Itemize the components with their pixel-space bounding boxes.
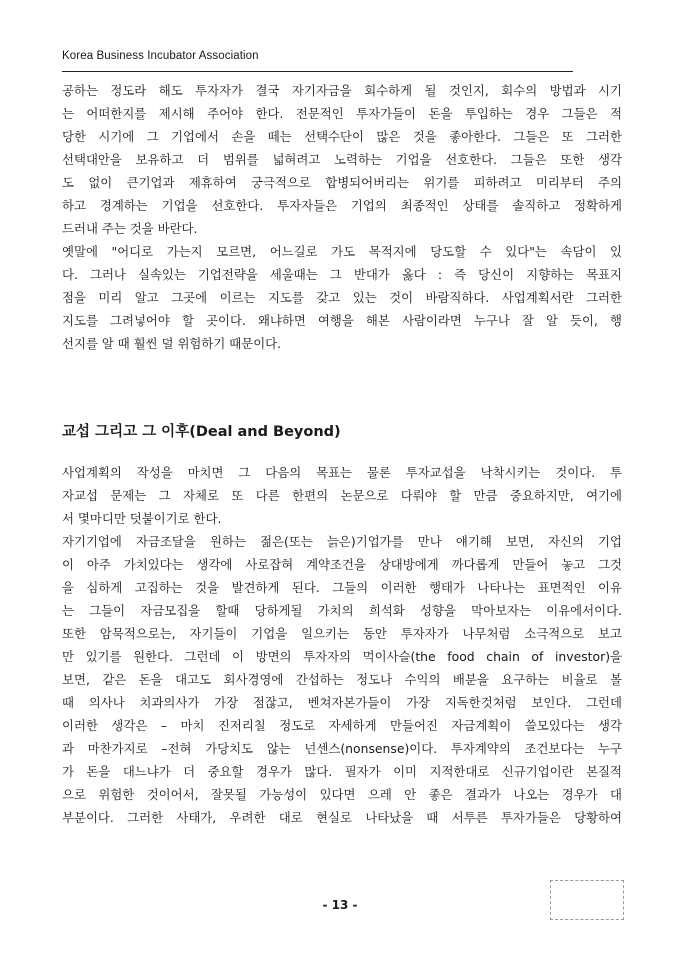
text-line: 사업계획의 작성을 마치면 그 다음의 목표는 물론 투자교섭을 낙착시키는 것이다. 투: [62, 465, 622, 480]
body-paragraphs-bottom: [62, 461, 622, 829]
text-line: 으로 위험한 것이어서, 잘못될 가능성이 있다면 으레 안 좋은 결과가 나오는 경우가 대: [62, 787, 622, 802]
body-paragraphs-top: [62, 79, 622, 355]
text-line: 보면, 같은 돈을 대고도 회사경영에 간섭하는 정도나 수익의 배분을 요구하는 비율로 볼: [62, 672, 622, 687]
text-line: 과 마찬가지로 –전혀 가당치도 않는 넌센스(nonsense)이다. 투자계약의 조건보다는 누구: [62, 741, 622, 756]
text-line: 다. 그러나 실속있는 기업전략을 세울때는 그 반대가 옳다 : 즉 당신이 지향하는 목표지: [62, 267, 622, 282]
text-line: 선지를 알 때 훨씬 덜 위험하기 때문이다.: [62, 336, 282, 351]
text-line: 옛말에 "어디로 가는지 모르면, 어느길로 가도 목적지에 당도할 수 있다"는 속담이 있: [62, 244, 622, 259]
text-line: 부분이다. 그러한 사태가, 우려한 대로 현실로 나타났을 때 서투른 투자가들은 당황하여: [62, 810, 622, 825]
text-line: 가 돈을 대느냐가 더 중요할 경우가 많다. 필자가 이미 지적한대로 신규기업이란 본질적: [62, 764, 622, 779]
text-line: 드러내 주는 것을 바란다.: [62, 221, 198, 236]
text-line: 공하는 정도라 해도 투자자가 결국 자기자금을 회수하게 될 것인지, 회수의 방법과 시기: [62, 83, 622, 98]
running-header: Korea Business Incubator Association: [62, 50, 259, 62]
text-line: 자기기업에 자금조달을 원하는 젊은(또는 늙은)기업가를 만나 얘기해 보면, 자신의 기업: [62, 534, 622, 549]
text-line: 자교섭 문제는 그 자체로 또 다른 한편의 논문으로 다뤄야 할 만큼 중요하지만, 여기에: [62, 488, 622, 503]
dashed-box: [550, 880, 624, 920]
text-line: 선택대안을 보유하고 더 범위를 넓혀려고 노력하는 기업을 선호한다. 그들은 또한 생각: [62, 152, 622, 167]
text-line: 때 의사나 치과의사가 가장 점잖고, 벤쳐자본가들이 가장 지독한것처럼 보인다. 그런데: [62, 695, 622, 710]
text-line: 지도를 그려넣어야 할 곳이다. 왜냐하면 여행을 해본 사람이라면 누구나 잘 알 듯이, 행: [62, 313, 622, 328]
text-line: 도 없이 큰기업과 제휴하여 궁극적으로 합병되어버리는 위기를 피하려고 미리부터 주의: [62, 175, 622, 190]
text-line: 는 어떠한지를 제시해 주어야 한다. 전문적인 투자가들이 돈을 투입하는 경우 그들은 적: [62, 106, 622, 121]
section-heading: 교섭 그리고 그 이후(Deal and Beyond): [62, 424, 341, 440]
text-line: 만 있기를 원한다. 그런데 이 방면의 투자자의 먹이사슬(the food chain of investor)을: [62, 649, 622, 664]
text-line: 는 그들이 자금모집을 할때 당하게될 가치의 희석화 성향을 막아보자는 이유에서이다.: [62, 603, 622, 618]
header-rule: [62, 71, 573, 72]
text-line: 하고 경계하는 기업을 선호한다. 투자자들은 기업의 최종적인 상태를 솔직하고 정확하게: [62, 198, 622, 213]
text-line: 당한 시기에 그 기업에서 손을 떼는 선택수단이 많은 것을 좋아한다. 그들은 또 그러한: [62, 129, 622, 144]
text-line: 점을 미리 알고 그곳에 이르는 지도를 갖고 있는 것이 바람직하다. 사업계획서란 그러한: [62, 290, 622, 305]
text-line: 을 심하게 고집하는 것을 발견하게 된다. 그들의 이러한 행태가 나타나는 표면적인 이유: [62, 580, 622, 595]
text-line: 또한 암묵적으로는, 자기들이 기업을 일으키는 동안 투자자가 나무처럼 소극적으로 보고: [62, 626, 622, 641]
page-number: - 13 -: [322, 898, 358, 912]
text-line: 이러한 생각은 – 마치 진저리칠 정도로 자세하게 만들어진 자금계획이 쓸모있다는 생각: [62, 718, 622, 733]
text-line: 이 아주 가치있다는 생각에 사로잡혀 계약조건을 상대방에게 까다롭게 만들어 놓고 그것: [62, 557, 622, 572]
text-line: 서 몇마디만 덧붙이기로 한다.: [62, 511, 222, 526]
